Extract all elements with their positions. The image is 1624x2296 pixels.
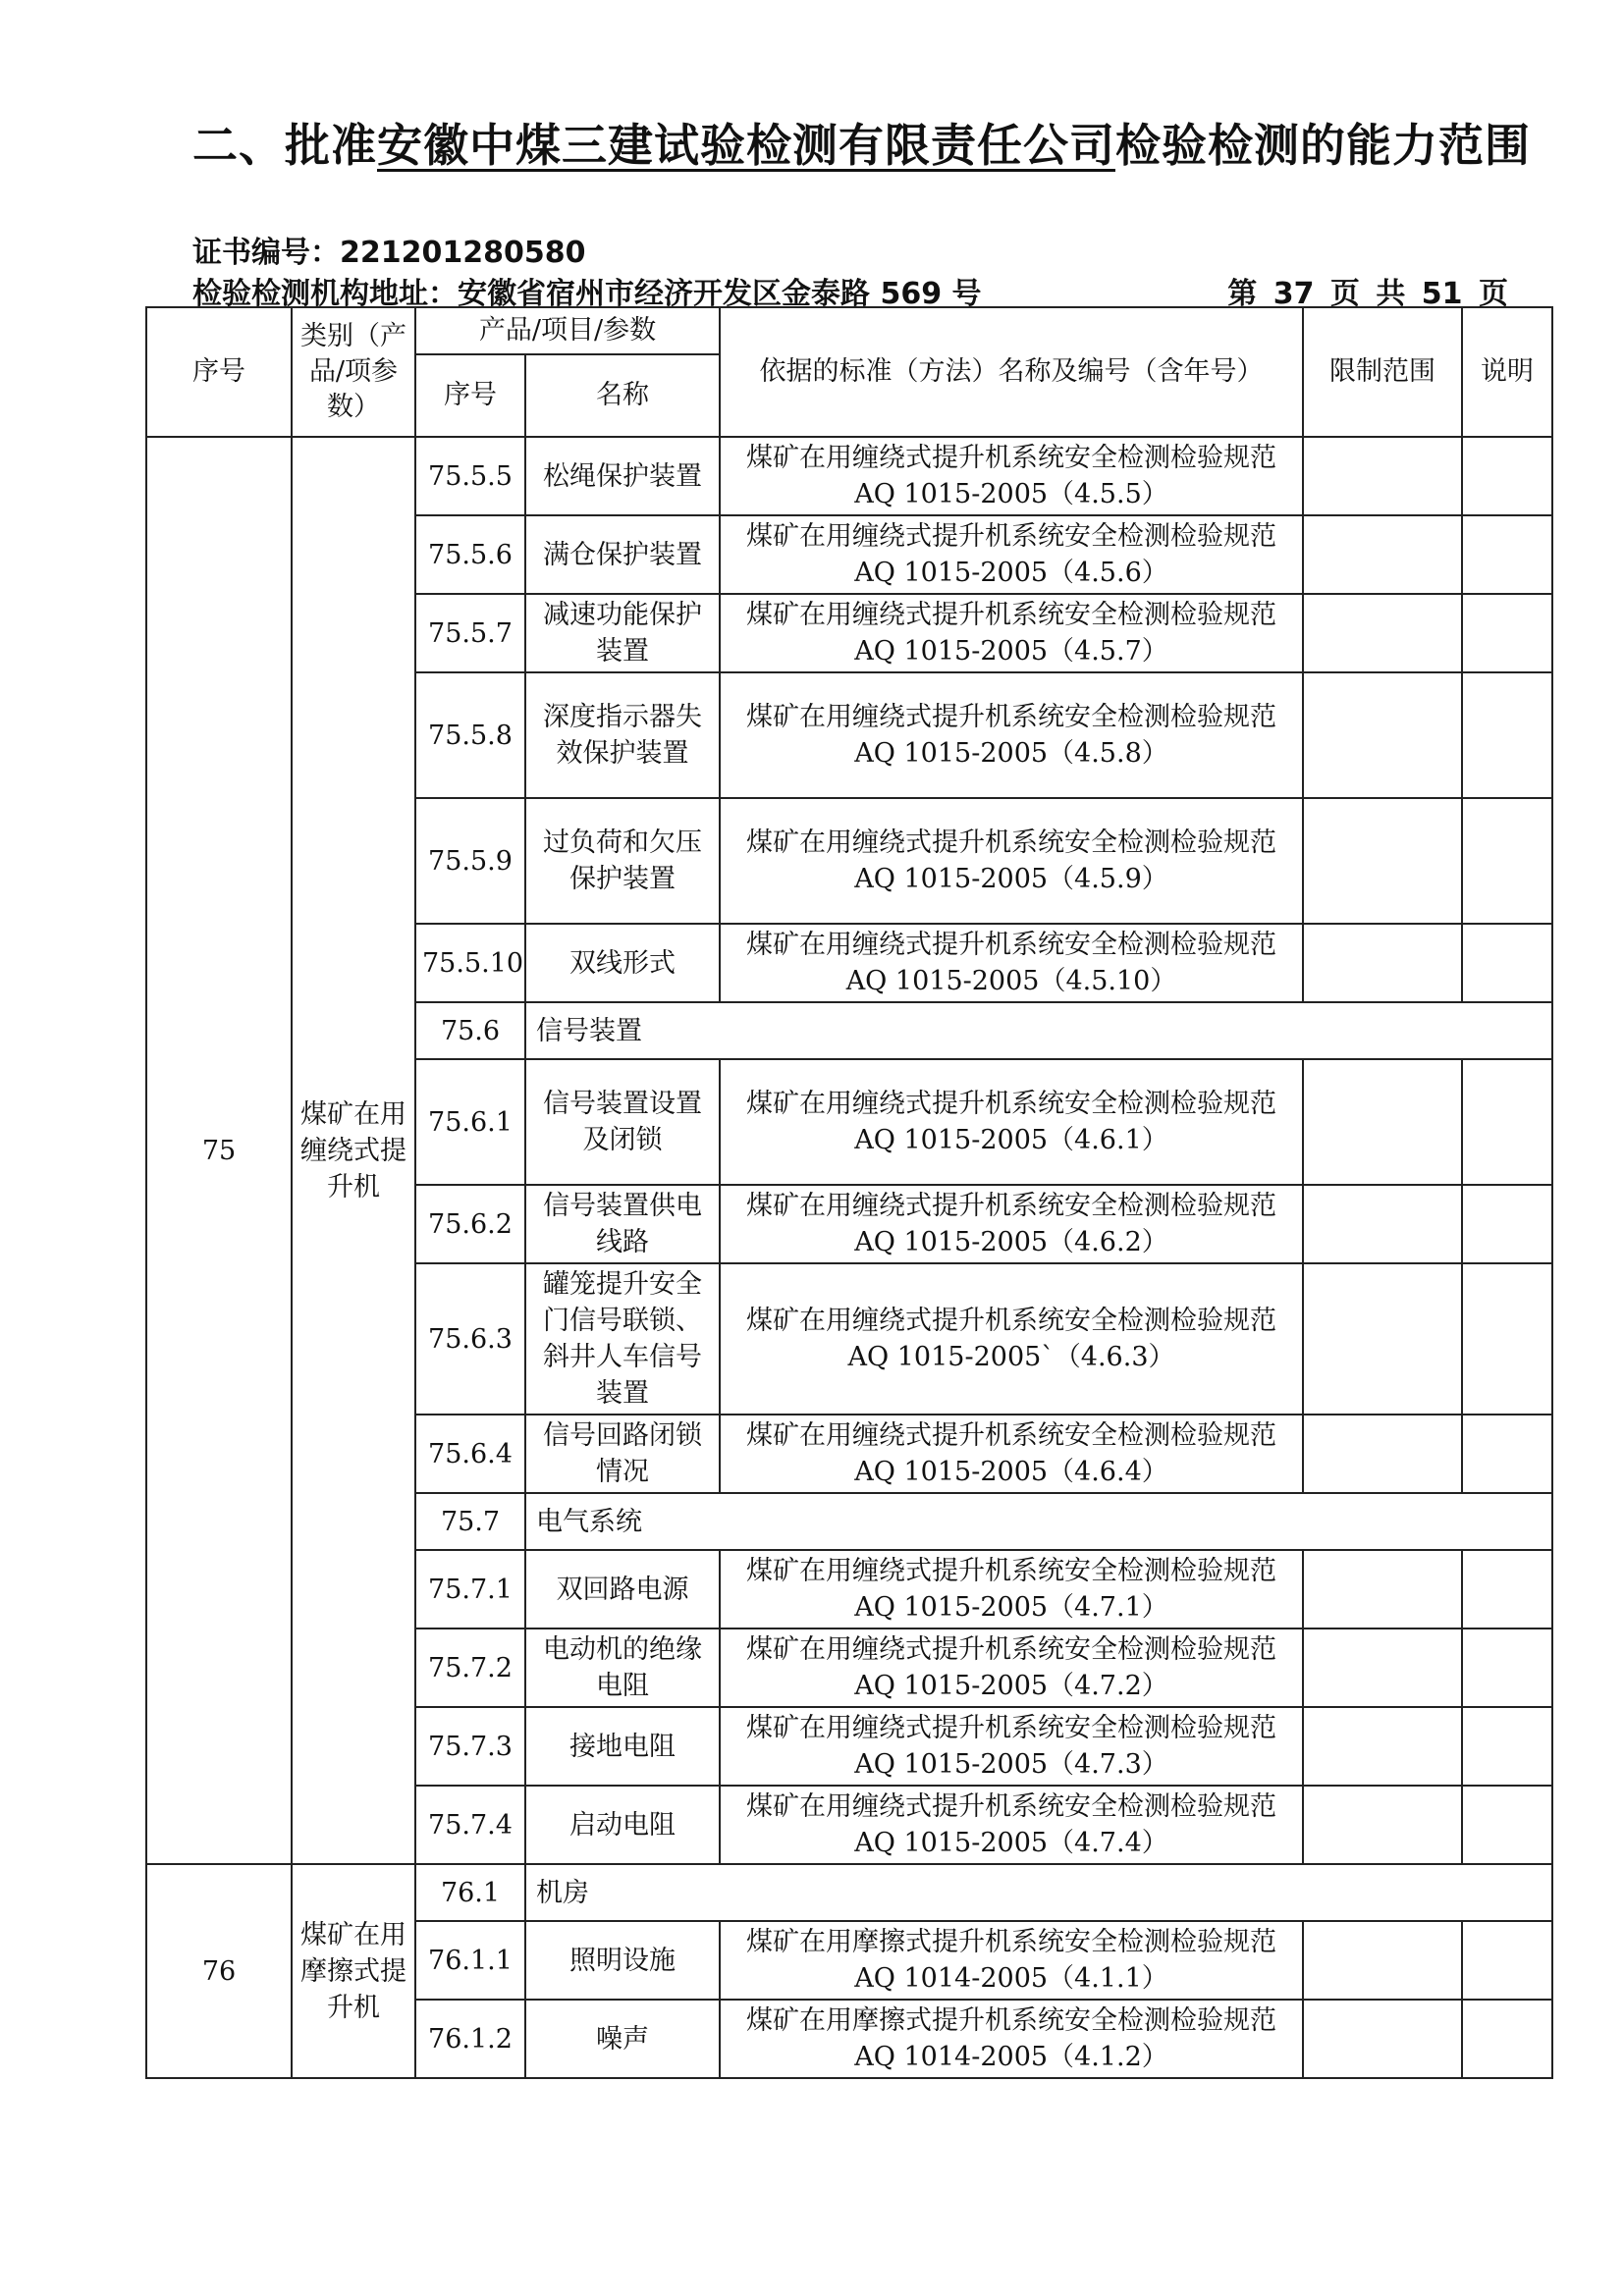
item-standard: 煤矿在用摩擦式提升机系统安全检测检验规范 AQ 1014-2005（4.1.2）: [720, 2000, 1303, 2078]
item-note: [1462, 1415, 1552, 1493]
item-name: 双线形式: [525, 924, 720, 1002]
item-standard: 煤矿在用缠绕式提升机系统安全检测检验规范 AQ 1015-2005（4.5.5）: [720, 437, 1303, 515]
item-code: 75.5.5: [415, 437, 525, 515]
item-name: 照明设施: [525, 1921, 720, 2000]
item-code: 75.5.8: [415, 672, 525, 798]
item-standard: 煤矿在用缠绕式提升机系统安全检测检验规范 AQ 1015-2005（4.5.6）: [720, 515, 1303, 594]
item-limit-range: [1303, 1059, 1462, 1185]
item-note: [1462, 1629, 1552, 1707]
item-note: [1462, 1921, 1552, 2000]
item-standard: 煤矿在用缠绕式提升机系统安全检测检验规范 AQ 1015-2005（4.5.9）: [720, 798, 1303, 924]
item-limit-range: [1303, 2000, 1462, 2078]
item-standard: 煤矿在用缠绕式提升机系统安全检测检验规范 AQ 1015-2005（4.5.8）: [720, 672, 1303, 798]
item-note: [1462, 437, 1552, 515]
header-item-seq: 序号: [415, 354, 525, 437]
item-limit-range: [1303, 1415, 1462, 1493]
heading-organization: 安徽中煤三建试验检测有限责任公司: [377, 119, 1115, 172]
item-name: 双回路电源: [525, 1550, 720, 1629]
item-name: 减速功能保护装置: [525, 594, 720, 672]
item-code: 75.7.1: [415, 1550, 525, 1629]
item-limit-range: [1303, 594, 1462, 672]
page-number: 第 37 页 共 51 页: [1227, 277, 1508, 311]
item-limit-range: [1303, 1707, 1462, 1786]
institution-address: 检验检测机构地址：安徽省宿州市经济开发区金泰路 569 号: [192, 277, 982, 311]
item-code: 75.5.7: [415, 594, 525, 672]
heading-prefix: 二、批准: [192, 119, 377, 172]
item-code: 75.7.3: [415, 1707, 525, 1786]
header-item-name: 名称: [525, 354, 720, 437]
item-name: 罐笼提升安全门信号联锁、斜井人车信号装置: [525, 1263, 720, 1415]
item-note: [1462, 1059, 1552, 1185]
item-standard: 煤矿在用缠绕式提升机系统安全检测检验规范 AQ 1015-2005（4.7.2）: [720, 1629, 1303, 1707]
item-standard: 煤矿在用缠绕式提升机系统安全检测检验规范 AQ 1015-2005（4.6.4）: [720, 1415, 1303, 1493]
item-code: 75.6.3: [415, 1263, 525, 1415]
page-heading: [192, 110, 1531, 175]
item-name: 噪声: [525, 2000, 720, 2078]
item-limit-range: [1303, 798, 1462, 924]
item-code: 75.5.6: [415, 515, 525, 594]
item-code: 75.7.2: [415, 1629, 525, 1707]
item-name: 松绳保护装置: [525, 437, 720, 515]
item-note: [1462, 515, 1552, 594]
item-limit-range: [1303, 1185, 1462, 1263]
item-limit-range: [1303, 1550, 1462, 1629]
section-name: 信号装置: [525, 1002, 1552, 1059]
section-name: 电气系统: [525, 1493, 1552, 1550]
item-code: 75.6.4: [415, 1415, 525, 1493]
item-standard: 煤矿在用缠绕式提升机系统安全检测检验规范 AQ 1015-2005（4.6.2）: [720, 1185, 1303, 1263]
item-limit-range: [1303, 1629, 1462, 1707]
item-name: 满仓保护装置: [525, 515, 720, 594]
item-note: [1462, 1263, 1552, 1415]
category-seq: 76: [146, 1864, 292, 2078]
item-standard: 煤矿在用缠绕式提升机系统安全检测检验规范 AQ 1015-2005（4.7.1）: [720, 1550, 1303, 1629]
item-name: 接地电阻: [525, 1707, 720, 1786]
item-code: 76.1.1: [415, 1921, 525, 2000]
section-code: 75.7: [415, 1493, 525, 1550]
item-note: [1462, 1707, 1552, 1786]
item-standard: 煤矿在用缠绕式提升机系统安全检测检验规范 AQ 1015-2005（4.7.4）: [720, 1786, 1303, 1864]
item-note: [1462, 798, 1552, 924]
item-name: 启动电阻: [525, 1786, 720, 1864]
item-name: 过负荷和欠压保护装置: [525, 798, 720, 924]
item-limit-range: [1303, 515, 1462, 594]
section-code: 75.6: [415, 1002, 525, 1059]
table-row: [146, 437, 1552, 515]
category-name: 煤矿在用摩擦式提升机: [292, 1864, 415, 2078]
item-limit-range: [1303, 1263, 1462, 1415]
header-product-group: 产品/项目/参数: [415, 307, 720, 354]
item-note: [1462, 1185, 1552, 1263]
item-name: 信号装置设置及闭锁: [525, 1059, 720, 1185]
scope-table: [145, 306, 1553, 2079]
item-code: 75.7.4: [415, 1786, 525, 1864]
header-note: 说明: [1462, 307, 1552, 437]
header-standard: 依据的标准（方法）名称及编号（含年号）: [720, 307, 1303, 437]
item-limit-range: [1303, 924, 1462, 1002]
header-category: 类别（产品/项参数）: [292, 307, 415, 437]
item-standard: 煤矿在用缠绕式提升机系统安全检测检验规范 AQ 1015-2005（4.6.1）: [720, 1059, 1303, 1185]
item-name: 深度指示器失效保护装置: [525, 672, 720, 798]
item-limit-range: [1303, 1786, 1462, 1864]
header-limit-range: 限制范围: [1303, 307, 1462, 437]
item-code: 76.1.2: [415, 2000, 525, 2078]
item-code: 75.6.2: [415, 1185, 525, 1263]
item-note: [1462, 2000, 1552, 2078]
item-note: [1462, 924, 1552, 1002]
category-name: 煤矿在用缠绕式提升机: [292, 437, 415, 1864]
heading-suffix: 检验检测的能力范围: [1115, 119, 1531, 172]
certificate-number: 证书编号：221201280580: [192, 236, 586, 270]
item-standard: 煤矿在用摩擦式提升机系统安全检测检验规范 AQ 1014-2005（4.1.1）: [720, 1921, 1303, 2000]
item-name: 电动机的绝缘电阻: [525, 1629, 720, 1707]
item-name: 信号装置供电线路: [525, 1185, 720, 1263]
item-limit-range: [1303, 672, 1462, 798]
item-limit-range: [1303, 437, 1462, 515]
item-standard: 煤矿在用缠绕式提升机系统安全检测检验规范 AQ 1015-2005（4.7.3）: [720, 1707, 1303, 1786]
item-code: 75.5.9: [415, 798, 525, 924]
item-code: 75.5.10: [415, 924, 525, 1002]
item-limit-range: [1303, 1921, 1462, 2000]
item-note: [1462, 594, 1552, 672]
item-standard: 煤矿在用缠绕式提升机系统安全检测检验规范 AQ 1015-2005`（4.6.3）: [720, 1263, 1303, 1415]
item-standard: 煤矿在用缠绕式提升机系统安全检测检验规范 AQ 1015-2005（4.5.7）: [720, 594, 1303, 672]
item-name: 信号回路闭锁情况: [525, 1415, 720, 1493]
header-seq: 序号: [146, 307, 292, 437]
item-code: 75.6.1: [415, 1059, 525, 1185]
item-note: [1462, 1786, 1552, 1864]
section-row: [146, 1864, 1552, 1921]
item-note: [1462, 1550, 1552, 1629]
section-code: 76.1: [415, 1864, 525, 1921]
item-standard: 煤矿在用缠绕式提升机系统安全检测检验规范 AQ 1015-2005（4.5.10）: [720, 924, 1303, 1002]
item-note: [1462, 672, 1552, 798]
category-seq: 75: [146, 437, 292, 1864]
section-name: 机房: [525, 1864, 1552, 1921]
